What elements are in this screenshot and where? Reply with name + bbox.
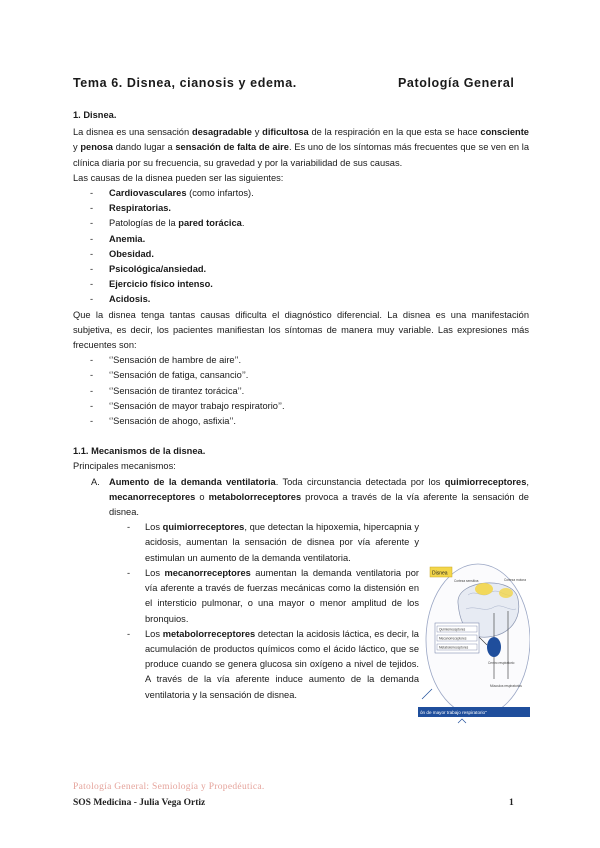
cursor-arrow: [422, 689, 432, 699]
mechanism-a: A. Aumento de la demanda ventilatoria. Toda circunstancia detectada por los quimiorreceptores, mecanorreceptores o metabolorreceptores provoca a través de la vía aferente la sensación de disnea.: [91, 476, 529, 518]
cortex-yellow-right: [499, 588, 513, 598]
corteza-sensitiva-label: Corteza sensitiva: [454, 579, 479, 583]
corteza-motora-label: Corteza motora: [504, 578, 526, 582]
list-item: - Acidosis.: [90, 292, 529, 307]
list-item: - Ejercicio físico intenso.: [90, 277, 529, 292]
list-item: - ‘’Sensación de mayor trabajo respiratorio’’.: [90, 399, 529, 414]
list-item: - Anemia.: [90, 232, 529, 247]
list-item: - Cardiovasculares (como infartos).: [90, 186, 529, 201]
list-item: - Obesidad.: [90, 247, 529, 262]
list-item: - ‘’Sensación de tirantez torácica’’.: [90, 384, 529, 399]
footer-course: Patología General: Semiología y Propedéutica.: [73, 782, 265, 792]
receptor-item-quimio: - Los quimiorreceptores, que detectan la hipoxemia, hipercapnia y acidosis, aumentan la sensación de disnea por vía aferente y estimulan un aumento de la demanda ventilatoria.: [127, 520, 419, 566]
list-item: - Psicológica/ansiedad.: [90, 262, 529, 277]
disnea-label: Disnea: [432, 570, 448, 577]
list-item: - Patologías de la pared torácica.: [90, 216, 529, 231]
page-number: 1: [509, 798, 514, 808]
list-item: - Respiratorias.: [90, 201, 529, 216]
receptor-item-mecano: - Los mecanorreceptores aumentan la demanda ventilatoria por vía aferente a través de fuerzas mecánicas como la distensión en el intersticio pulmonar, o una mayor o menor amplitud de los bronquios.: [127, 566, 419, 627]
centro-label: Centro respiratorio: [488, 661, 515, 665]
figure-caption: ón de mayor trabajo respiratorio": [420, 710, 487, 715]
mechanisms-intro: Principales mecanismos:: [73, 461, 176, 472]
metabolo-label: Metabolorreceptores: [439, 645, 469, 650]
causes-list: [73, 186, 529, 308]
expressions-list: [73, 353, 529, 429]
cortex-yellow-left: [475, 583, 493, 595]
footer-author: SOS Medicina - Julia Vega Ortiz: [73, 798, 206, 808]
paragraph-diagnosis: Que la disnea tenga tantas causas dificulta el diagnóstico diferencial. La disnea es una manifestación subjetiva, es decir, los pacientes manifiestan los síntomas de manera muy variable. Las expresiones más frecuentes son:: [73, 309, 529, 351]
receptor-item-metabolo: - Los metabolorreceptores detectan la acidosis láctica, es decir, la acumulación de productos químicos como el ácido láctico, que se produce cuando se genera glucosa sin oxígeno a nivel de tejidos. A través de la vía aferente induce aumento de la demanda ventilatoria y la sensación de disnea.: [127, 627, 419, 703]
subject-title: Patología General: [398, 76, 515, 90]
receptor-list: [127, 520, 419, 702]
mecano-label: Mecanorreceptores: [439, 636, 467, 641]
quimio-label: Quimiorreceptores: [439, 627, 466, 632]
list-item: - ‘’Sensación de hambre de aire’’.: [90, 353, 529, 368]
dyspnea-mechanism-figure: [418, 555, 530, 725]
paragraph-definition: La disnea es una sensación desagradable y dificultosa de la respiración en la que esta se hace consciente y penosa dando lugar a sensación de falta de aire. Es uno de los síntomas más frecuentes que se ven en la clínica diaria por su frecuencia, su gravedad y por la variabilidad de sus causas.: [73, 127, 530, 168]
mechanism-letter: A.: [91, 476, 100, 487]
musculos-label: Músculos respiratorios: [490, 684, 522, 688]
page-title: Tema 6. Disnea, cianosis y edema.: [73, 76, 297, 90]
list-item: - ‘’Sensación de ahogo, asfixia’’.: [90, 414, 529, 429]
respiratory-center: [487, 637, 501, 657]
section-heading-disnea: 1. Disnea.: [73, 110, 117, 120]
list-item: - ‘’Sensación de fatiga, cansancio’’.: [90, 368, 529, 383]
section-heading-mecanismos: 1.1. Mecanismos de la disnea.: [73, 446, 206, 457]
cursor-arrow-2: [458, 719, 466, 723]
causes-intro: Las causas de la disnea pueden ser las siguientes:: [73, 172, 284, 183]
